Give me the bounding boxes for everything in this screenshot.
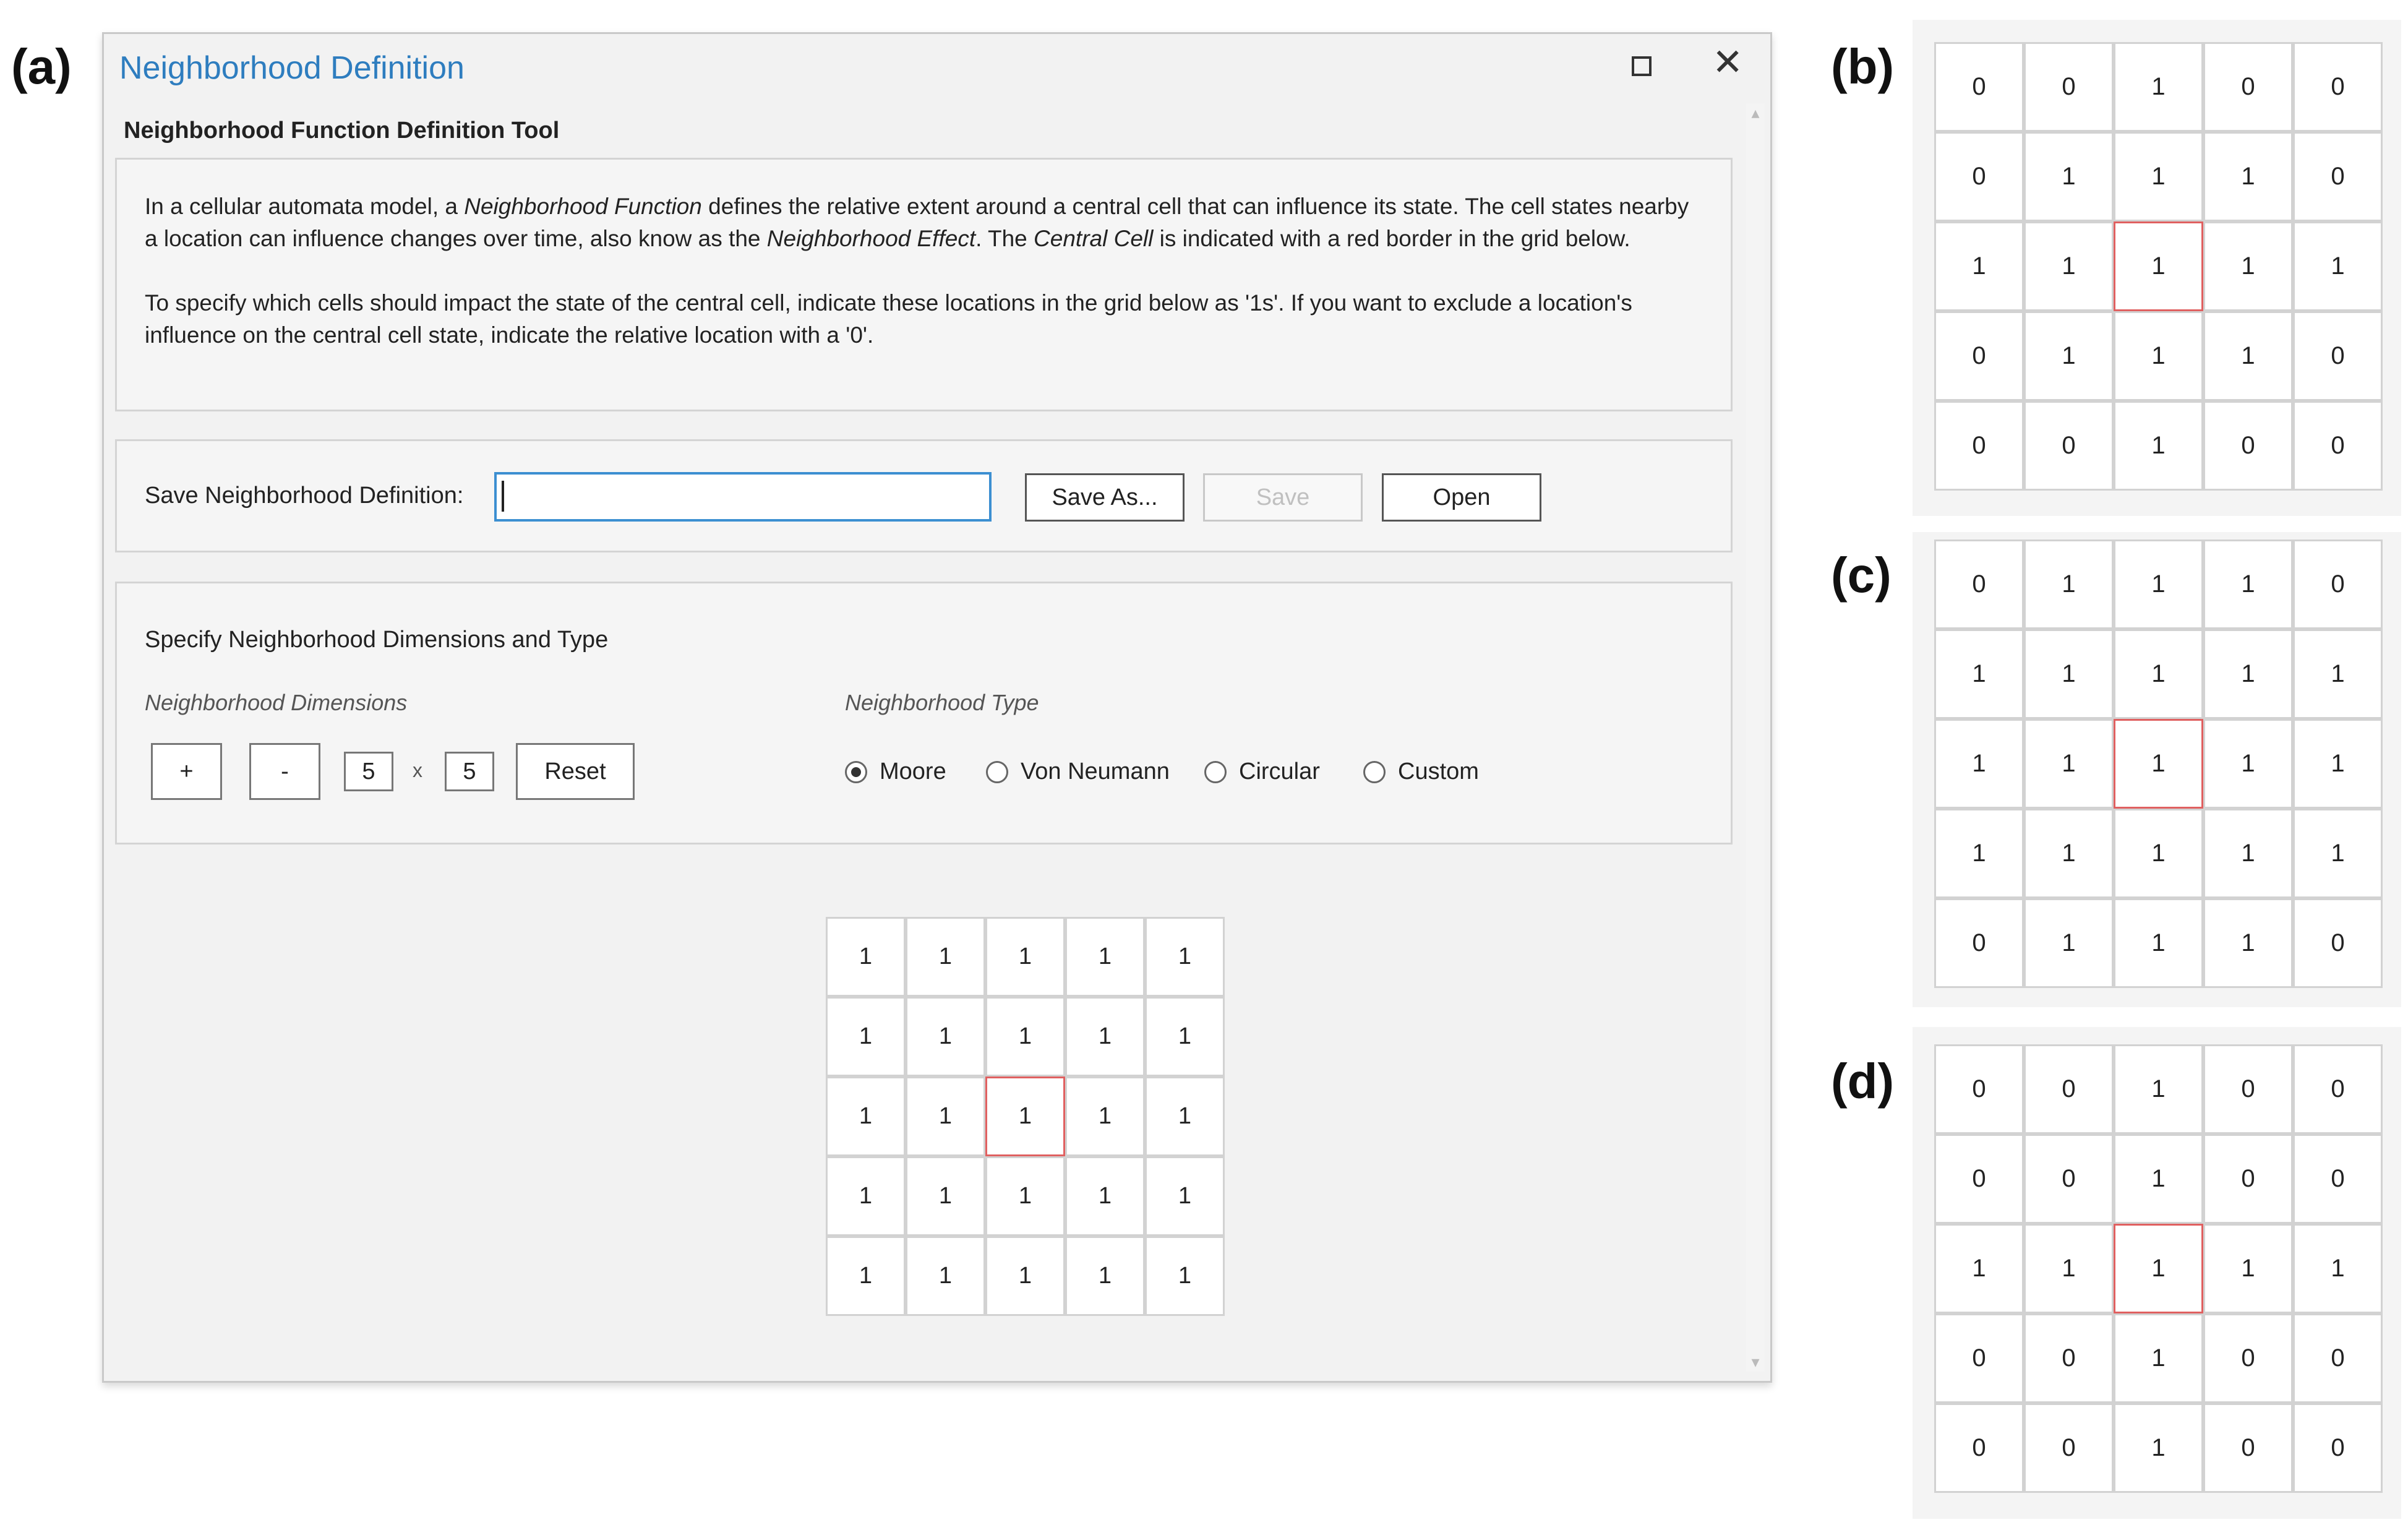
grid-cell: 1 <box>2203 898 2293 988</box>
grid-cell: 1 <box>2203 629 2293 719</box>
grid-cell[interactable]: 1 <box>826 1236 906 1316</box>
figure-label-a: (a) <box>11 39 72 94</box>
grid-cell: 1 <box>2114 809 2203 898</box>
grid-cell[interactable]: 1 <box>906 917 985 997</box>
central-cell[interactable]: 1 <box>985 1077 1065 1156</box>
grid-cell: 0 <box>2203 1313 2293 1403</box>
grid-cell: 0 <box>1934 1403 2024 1493</box>
circular-example-grid <box>1934 539 2383 988</box>
grid-cell: 1 <box>2024 719 2114 809</box>
radio-moore[interactable] <box>845 759 946 785</box>
grid-cell[interactable]: 1 <box>1145 917 1225 997</box>
grid-cell[interactable]: 1 <box>1065 1156 1145 1236</box>
save-panel <box>115 439 1733 552</box>
grid-cell: 0 <box>2024 42 2114 132</box>
dimensions-type-panel <box>115 582 1733 845</box>
figure-label-c: (c) <box>1831 548 1892 603</box>
grid-cell[interactable]: 1 <box>906 1236 985 1316</box>
radio-unselected-icon <box>1363 761 1386 783</box>
grid-cell: 0 <box>2293 42 2383 132</box>
grid-cell: 0 <box>1934 132 2024 221</box>
grid-cell: 1 <box>2024 132 2114 221</box>
grid-cell[interactable]: 1 <box>906 1077 985 1156</box>
decrease-size-button[interactable]: - <box>249 743 320 800</box>
grid-cell: 1 <box>2293 221 2383 311</box>
grid-cell: 0 <box>2293 132 2383 221</box>
definition-name-input[interactable] <box>494 472 992 522</box>
vertical-scrollbar[interactable] <box>1746 103 1765 1372</box>
grid-cell: 1 <box>1934 719 2024 809</box>
grid-cell: 1 <box>2293 629 2383 719</box>
grid-cell: 1 <box>2293 1224 2383 1313</box>
grid-cell: 1 <box>2114 898 2203 988</box>
grid-cell[interactable]: 1 <box>1145 1156 1225 1236</box>
grid-cell: 0 <box>1934 1134 2024 1224</box>
neighborhood-grid <box>826 917 1225 1316</box>
grid-cell[interactable]: 1 <box>1065 1236 1145 1316</box>
central-cell: 1 <box>2114 221 2203 311</box>
grid-cell[interactable]: 1 <box>826 1077 906 1156</box>
grid-cell: 1 <box>2114 1134 2203 1224</box>
save-definition-label: Save Neighborhood Definition: <box>145 483 464 509</box>
grid-cell: 1 <box>1934 629 2024 719</box>
scroll-down-icon[interactable]: ▾ <box>1751 1352 1760 1371</box>
rows-field[interactable]: 5 <box>344 752 393 791</box>
maximize-icon[interactable] <box>1632 56 1652 76</box>
grid-cell: 0 <box>1934 1313 2024 1403</box>
grid-cell: 1 <box>2203 539 2293 629</box>
grid-cell: 0 <box>2293 898 2383 988</box>
grid-cell[interactable]: 1 <box>1065 997 1145 1077</box>
radio-von-neumann-label: Von Neumann <box>1021 759 1170 784</box>
grid-cell: 1 <box>2024 629 2114 719</box>
grid-cell[interactable]: 1 <box>985 997 1065 1077</box>
grid-cell: 1 <box>2024 221 2114 311</box>
grid-cell[interactable]: 1 <box>826 1156 906 1236</box>
grid-cell: 1 <box>2203 719 2293 809</box>
grid-cell: 0 <box>2293 1403 2383 1493</box>
grid-cell: 0 <box>2293 401 2383 491</box>
grid-cell: 1 <box>2024 311 2114 401</box>
neighborhood-definition-dialog <box>102 32 1772 1383</box>
grid-cell: 1 <box>2203 132 2293 221</box>
grid-cell[interactable]: 1 <box>826 917 906 997</box>
grid-cell: 0 <box>2203 42 2293 132</box>
grid-cell: 0 <box>2203 401 2293 491</box>
grid-cell: 1 <box>2114 629 2203 719</box>
radio-unselected-icon <box>986 761 1008 783</box>
grid-cell: 0 <box>2293 1134 2383 1224</box>
grid-cell: 0 <box>2024 1313 2114 1403</box>
scroll-up-icon[interactable]: ▴ <box>1751 103 1760 122</box>
grid-cell: 1 <box>2114 401 2203 491</box>
grid-cell: 1 <box>2203 809 2293 898</box>
grid-cell: 1 <box>2293 809 2383 898</box>
grid-cell[interactable]: 1 <box>1065 917 1145 997</box>
figure-label-d: (d) <box>1831 1054 1895 1109</box>
radio-circular-label: Circular <box>1239 759 1320 784</box>
radio-circular[interactable] <box>1204 759 1320 785</box>
type-label: Neighborhood Type <box>845 690 1039 715</box>
central-cell: 1 <box>2114 1224 2203 1313</box>
radio-unselected-icon <box>1204 761 1227 783</box>
grid-cell: 0 <box>2293 311 2383 401</box>
grid-cell[interactable]: 1 <box>985 1156 1065 1236</box>
description-paragraph-2: To specify which cells should impact the state of the central cell, indicate these locations in the grid below as '1s'. If you want to exclude a location's influence on the central cell state, indicate the relative location with a '0'. <box>145 290 1632 348</box>
grid-cell: 1 <box>2203 311 2293 401</box>
grid-cell[interactable]: 1 <box>826 997 906 1077</box>
grid-cell[interactable]: 1 <box>1145 1077 1225 1156</box>
grid-cell: 0 <box>2024 401 2114 491</box>
description-paragraph-1: In a cellular automata model, a Neighborhood Function defines the relative extent around a central cell that can influence its state. The cell states nearby a location can influence changes over time, also know as the Neighborhood Effect. The Central Cell is indicated with a red border in the grid below. <box>145 194 1689 251</box>
grid-cell[interactable]: 1 <box>985 917 1065 997</box>
grid-cell: 1 <box>2114 1313 2203 1403</box>
grid-cell[interactable]: 1 <box>906 997 985 1077</box>
grid-cell: 1 <box>2114 132 2203 221</box>
grid-cell: 1 <box>1934 221 2024 311</box>
grid-cell: 1 <box>2114 1403 2203 1493</box>
grid-cell: 1 <box>2114 311 2203 401</box>
grid-cell: 1 <box>2114 42 2203 132</box>
text-caret <box>502 481 504 512</box>
grid-cell: 1 <box>2114 1044 2203 1134</box>
radio-moore-label: Moore <box>880 759 946 784</box>
grid-cell: 0 <box>1934 539 2024 629</box>
figure-label-b: (b) <box>1831 39 1895 94</box>
grid-cell[interactable]: 1 <box>1145 997 1225 1077</box>
cols-field[interactable]: 5 <box>445 752 494 791</box>
radio-custom[interactable] <box>1363 759 1479 785</box>
radio-custom-label: Custom <box>1398 759 1479 784</box>
grid-cell: 1 <box>1934 809 2024 898</box>
grid-cell: 0 <box>2024 1044 2114 1134</box>
grid-cell: 1 <box>2024 1224 2114 1313</box>
radio-selected-icon <box>845 761 867 783</box>
save-button[interactable]: Save <box>1203 473 1363 522</box>
grid-cell: 0 <box>1934 42 2024 132</box>
grid-cell: 1 <box>2293 719 2383 809</box>
grid-cell: 0 <box>2203 1044 2293 1134</box>
close-icon[interactable]: ✕ <box>1712 41 1744 83</box>
grid-cell: 0 <box>2024 1403 2114 1493</box>
grid-cell: 1 <box>2203 1224 2293 1313</box>
central-cell: 1 <box>2114 719 2203 809</box>
window-title: Neighborhood Definition <box>119 50 465 86</box>
grid-cell: 1 <box>2024 809 2114 898</box>
dimensions-label: Neighborhood Dimensions <box>145 690 408 715</box>
grid-cell: 0 <box>1934 311 2024 401</box>
grid-cell: 0 <box>2203 1134 2293 1224</box>
grid-cell: 0 <box>2203 1403 2293 1493</box>
grid-cell: 0 <box>1934 1044 2024 1134</box>
dimension-separator: x <box>413 759 422 781</box>
grid-cell: 0 <box>1934 401 2024 491</box>
grid-cell: 0 <box>2293 539 2383 629</box>
spec-heading: Specify Neighborhood Dimensions and Type <box>145 627 609 653</box>
grid-cell: 0 <box>2293 1044 2383 1134</box>
von-neumann-example-grid <box>1934 1044 2383 1493</box>
radio-von-neumann[interactable] <box>986 759 1170 785</box>
reset-button[interactable]: Reset <box>516 743 635 800</box>
moore-example-grid <box>1934 42 2383 491</box>
grid-cell[interactable]: 1 <box>1065 1077 1145 1156</box>
tool-subtitle: Neighborhood Function Definition Tool <box>124 118 560 144</box>
grid-cell: 0 <box>2293 1313 2383 1403</box>
grid-cell: 1 <box>2024 539 2114 629</box>
grid-cell[interactable]: 1 <box>906 1156 985 1236</box>
grid-cell: 0 <box>1934 898 2024 988</box>
grid-cell: 1 <box>2024 898 2114 988</box>
grid-cell: 1 <box>2203 221 2293 311</box>
save-as-button[interactable]: Save As... <box>1025 473 1185 522</box>
grid-cell[interactable]: 1 <box>985 1236 1065 1316</box>
description-panel <box>115 158 1733 411</box>
increase-size-button[interactable]: + <box>151 743 222 800</box>
grid-cell: 1 <box>2114 539 2203 629</box>
grid-cell: 0 <box>2024 1134 2114 1224</box>
open-button[interactable]: Open <box>1382 473 1541 522</box>
grid-cell[interactable]: 1 <box>1145 1236 1225 1316</box>
grid-cell: 1 <box>1934 1224 2024 1313</box>
